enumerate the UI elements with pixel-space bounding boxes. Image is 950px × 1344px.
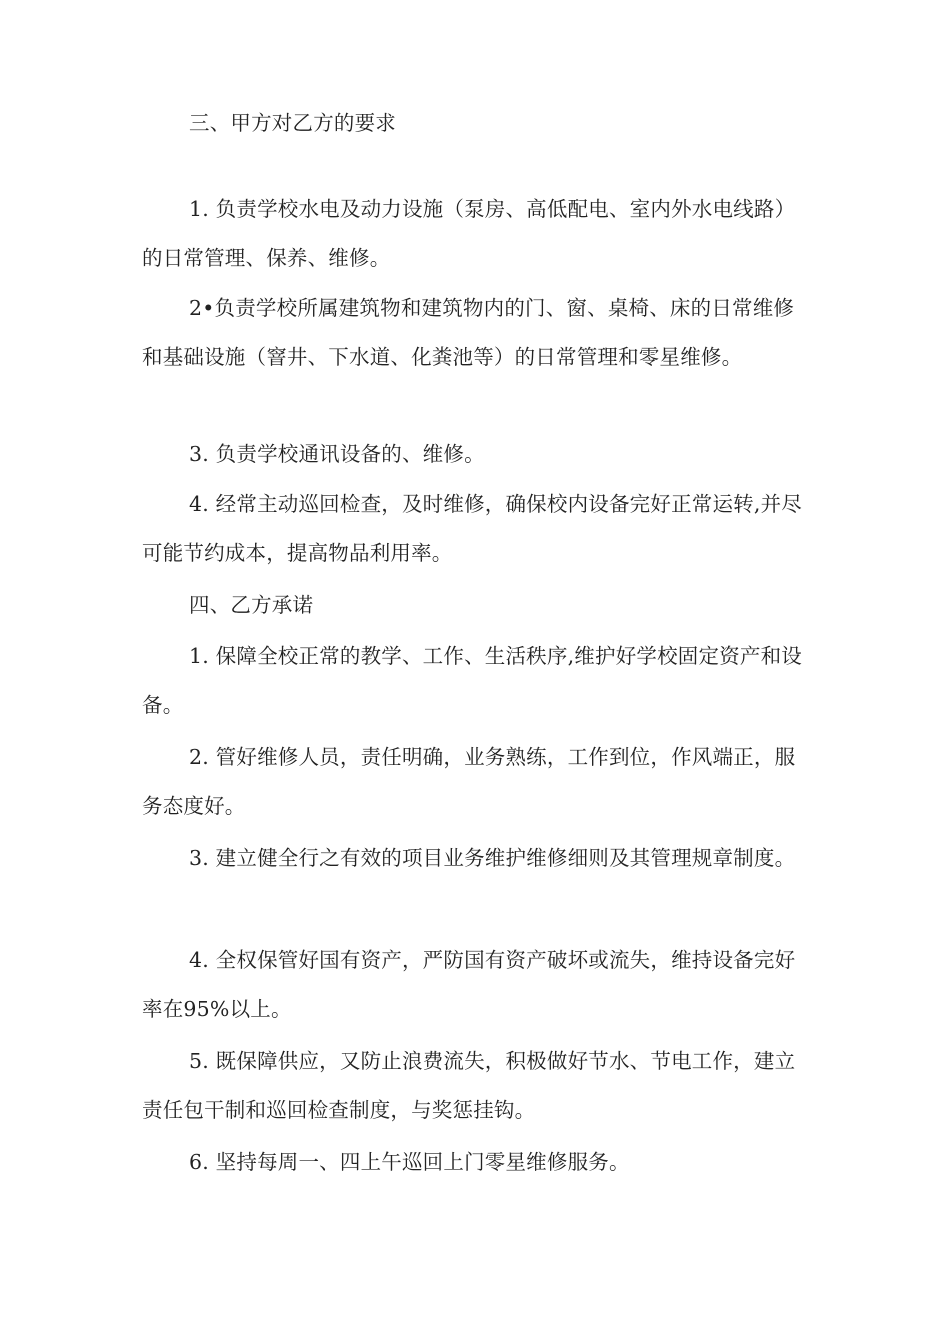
section-3-item-3: 3. 负责学校通讯设备的、维修。: [189, 442, 485, 466]
section-4-item-2: 2. 管好维修人员，责任明确，业务熟练，工作到位，作风端正，服务态度好。: [142, 745, 796, 818]
section-3-item-2: 2•负责学校所属建筑物和建筑物内的门、窗、桌椅、床的日常维修和基础设施（窨井、下水道、化粪池等）的日常管理和零星维修。: [142, 296, 795, 369]
section-3-heading: 三、甲方对乙方的要求: [189, 111, 396, 135]
section-4-item-1: 1. 保障全校正常的教学、工作、生活秩序,维护好学校固定资产和设备。: [142, 644, 802, 717]
section-3-item-1: 1. 负责学校水电及动力设施（泵房、高低配电、室内外水电线路）的日常管理、保养、维修。: [142, 197, 796, 270]
section-3-item-4: 4. 经常主动巡回检查，及时维修，确保校内设备完好正常运转,并尽可能节约成本，提高物品利用率。: [142, 492, 802, 565]
section-4-item-3: 3. 建立健全行之有效的项目业务维护维修细则及其管理规章制度。: [189, 846, 796, 870]
section-4-item-4: 4. 全权保管好国有资产，严防国有资产破坏或流失，维持设备完好率在95%以上。: [142, 948, 796, 1021]
section-4-item-5: 5. 既保障供应，又防止浪费流失，积极做好节水、节电工作，建立责任包干制和巡回检查制度，与奖惩挂钩。: [142, 1049, 796, 1122]
section-4-heading: 四、乙方承诺: [189, 593, 314, 617]
section-4-item-6: 6. 坚持每周一、四上午巡回上门零星维修服务。: [189, 1150, 630, 1174]
